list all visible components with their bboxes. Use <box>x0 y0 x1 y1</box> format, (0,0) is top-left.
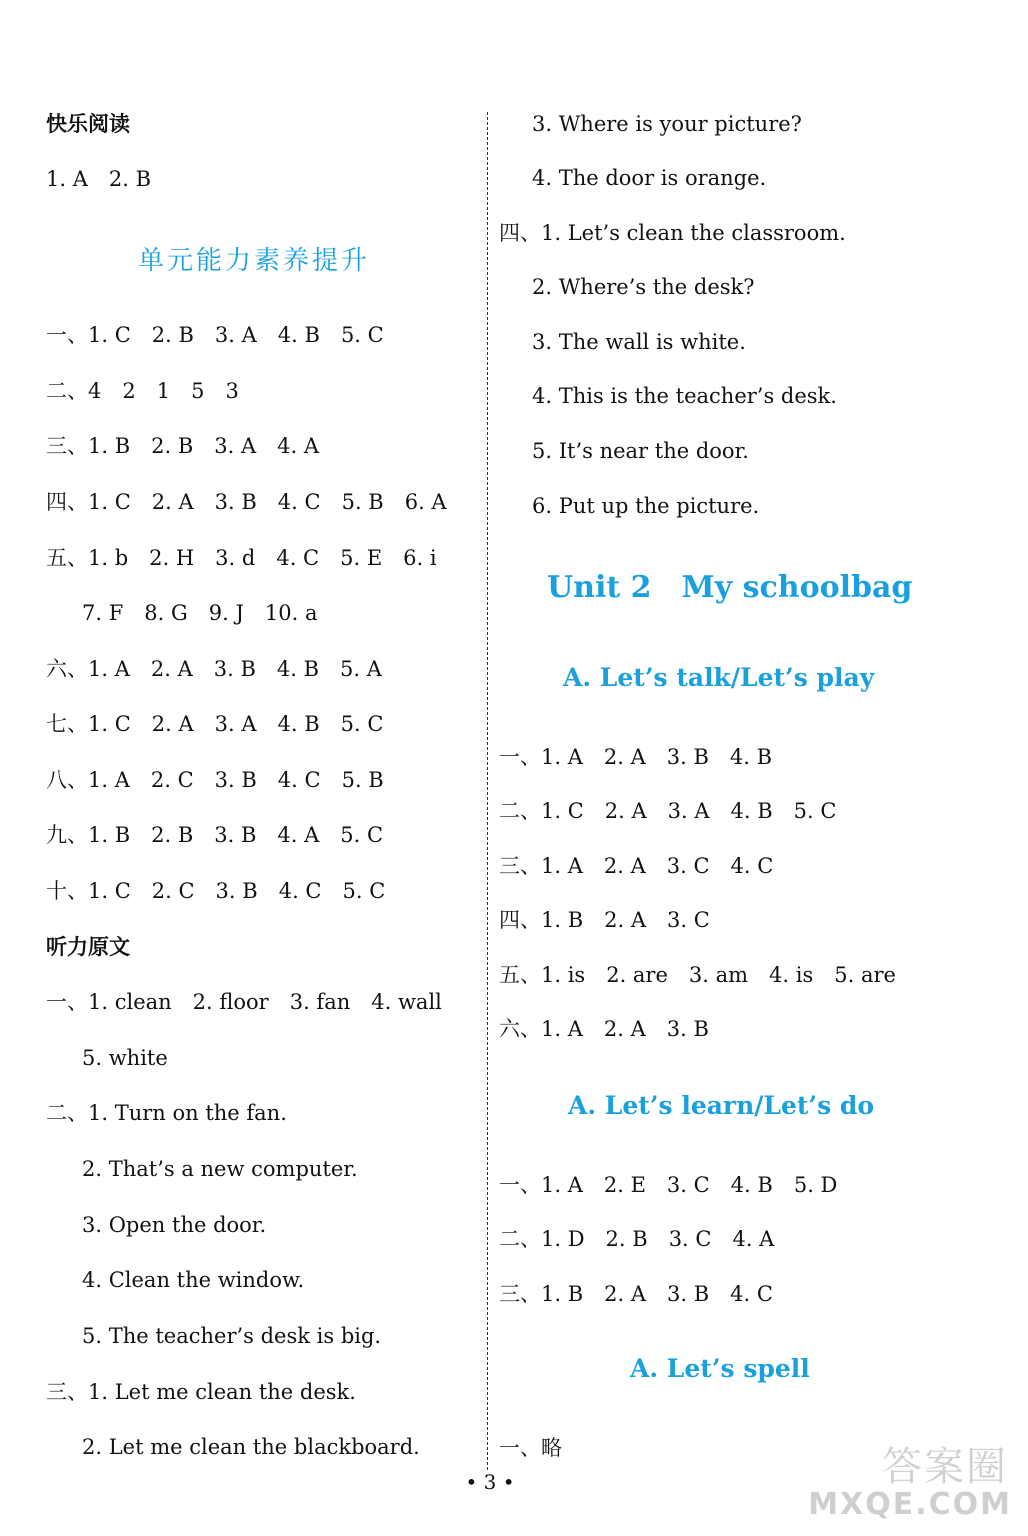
answer-line: 二、1. D 2. B 3. C 4. A <box>499 1227 775 1251</box>
listening-line: 5. white <box>82 1046 168 1070</box>
answer-line: 一、1. A 2. E 3. C 4. B 5. D <box>499 1173 838 1197</box>
listening-line: 4. This is the teacher’s desk. <box>532 384 837 408</box>
answer-line: 六、1. A 2. A 3. B <box>499 1017 709 1041</box>
answer-line: 二、4 2 1 5 3 <box>46 379 239 403</box>
answer-line: 四、1. B 2. A 3. C <box>499 908 710 932</box>
answer-line: 二、1. C 2. A 3. A 4. B 5. C <box>499 799 837 823</box>
listening-line: 四、1. Let’s clean the classroom. <box>499 221 846 245</box>
happy-reading-title: 快乐阅读 <box>46 112 130 136</box>
listening-title: 听力原文 <box>46 935 130 959</box>
answer-line: 九、1. B 2. B 3. B 4. A 5. C <box>46 823 384 847</box>
listening-line: 4. Clean the window. <box>82 1268 305 1292</box>
listening-line: 3. Where is your picture? <box>532 112 802 136</box>
spell-section-title: A. Let’s spell <box>630 1354 810 1383</box>
answer-line: 一、略 <box>499 1436 562 1460</box>
answer-line: 7. F 8. G 9. J 10. a <box>82 601 318 625</box>
page-number: • 3 • <box>465 1470 515 1494</box>
answer-line: 五、1. is 2. are 3. am 4. is 5. are <box>499 963 896 987</box>
learn-section-title: A. Let’s learn/Let’s do <box>568 1091 875 1120</box>
listening-line: 2. That’s a new computer. <box>82 1157 358 1181</box>
listening-line: 3. Open the door. <box>82 1213 267 1237</box>
listening-line: 2. Let me clean the blackboard. <box>82 1435 420 1459</box>
watermark-top-text: 答案圈 <box>882 1444 1008 1490</box>
listening-line: 一、1. clean 2. floor 3. fan 4. wall <box>46 990 442 1014</box>
answer-line: 三、1. A 2. A 3. C 4. C <box>499 854 774 878</box>
answer-line: 五、1. b 2. H 3. d 4. C 5. E 6. i <box>46 546 437 570</box>
answer-line: 七、1. C 2. A 3. A 4. B 5. C <box>46 712 384 736</box>
unit-title: Unit 2 My schoolbag <box>547 570 913 605</box>
answer-line: 三、1. B 2. B 3. A 4. A <box>46 434 320 458</box>
listening-line: 6. Put up the picture. <box>532 494 760 518</box>
listening-line: 三、1. Let me clean the desk. <box>46 1380 356 1404</box>
listening-line: 2. Where’s the desk? <box>532 275 755 299</box>
answer-line: 十、1. C 2. C 3. B 4. C 5. C <box>46 879 386 903</box>
column-divider <box>487 112 488 1470</box>
answer-line: 一、1. C 2. B 3. A 4. B 5. C <box>46 323 384 347</box>
answer-line: 一、1. A 2. A 3. B 4. B <box>499 745 773 769</box>
unit-ability-section-title: 单元能力素养提升 <box>138 246 371 276</box>
listening-line: 3. The wall is white. <box>532 330 746 354</box>
listening-line: 5. It’s near the door. <box>532 439 749 463</box>
watermark-logo <box>808 1435 1020 1530</box>
watermark-bottom-text: MXQE.COM <box>808 1487 1012 1522</box>
answer-line: 三、1. B 2. A 3. B 4. C <box>499 1282 773 1306</box>
happy-reading-answers: 1. A 2. B <box>46 167 152 191</box>
talk-section-title: A. Let’s talk/Let’s play <box>563 663 875 692</box>
listening-line: 4. The door is orange. <box>532 166 767 190</box>
answer-line: 四、1. C 2. A 3. B 4. C 5. B 6. A <box>46 490 447 514</box>
listening-line: 二、1. Turn on the fan. <box>46 1101 287 1125</box>
listening-line: 5. The teacher’s desk is big. <box>82 1324 382 1348</box>
answer-line: 八、1. A 2. C 3. B 4. C 5. B <box>46 768 384 792</box>
answer-line: 六、1. A 2. A 3. B 4. B 5. A <box>46 657 382 681</box>
